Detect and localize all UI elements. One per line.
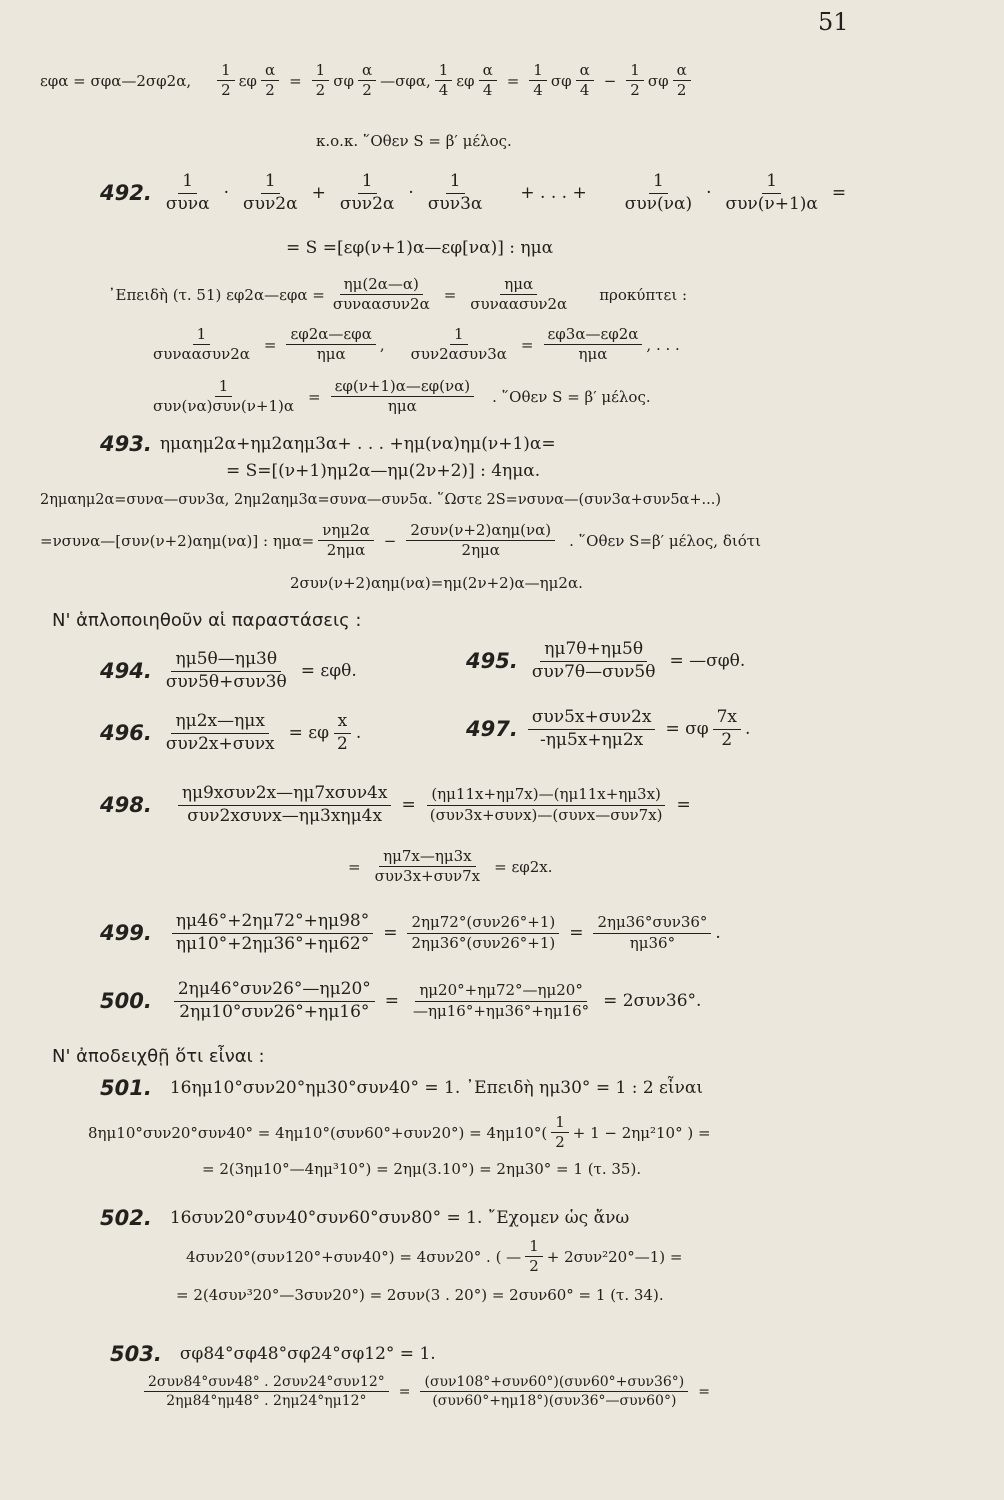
equals: = (831, 183, 847, 204)
equals: = (698, 1383, 711, 1400)
exercise-number: 496. (100, 721, 152, 746)
dot: · (408, 183, 414, 204)
fraction: $\frac{1}{4}$ (529, 62, 547, 100)
fraction: $\frac{\eta\mu 46^\circ+2\eta\mu 72^\circ+\eta\mu 98^\circ}{\eta\mu 10^\circ+2\eta\mu 36^\circ+\eta\mu 62^\circ}$ (172, 912, 373, 954)
fraction: 2ημ46°συν26°—ημ20° 2ημ10°συν26°+ημ16° (174, 980, 375, 1022)
minus: − (603, 71, 617, 90)
fraction: 1 2 (525, 1238, 543, 1276)
exercise-501-line-2 (88, 1114, 711, 1152)
exercise-498-line-1 (100, 784, 697, 826)
text: . (715, 923, 721, 944)
exercise-495 (466, 640, 745, 682)
fraction: 1 συν2ασυν3α (410, 325, 507, 364)
equals: = (263, 335, 277, 354)
fraction: $\frac{\eta\mu 20^\circ+\eta\mu 72^\circ—\eta\mu 20^\circ}{—\eta\mu 16^\circ+\eta\mu 36^\circ+\eta\mu 16^\circ}$ (413, 981, 590, 1020)
text: σφ (550, 71, 572, 90)
fraction: εφ(ν+1)α—εφ(να) ημα (331, 378, 475, 416)
equals: = (401, 795, 416, 816)
exercise-492-line-5 (145, 378, 651, 416)
text: . ῞Οθεν S=β′ μέλος, διότι (569, 531, 761, 550)
fraction: 1 2 (217, 62, 235, 100)
exercise-number: 494. (100, 659, 152, 684)
text: σφ (647, 71, 669, 90)
dot: · (223, 183, 229, 204)
exercise-492-line-3 (108, 276, 687, 314)
equals: = (384, 991, 400, 1012)
exercise-493-line-1 (100, 432, 556, 456)
text: 4συν20°(συν120°+συν40°) = 4συν20° . ( — (186, 1247, 522, 1266)
text: ημαημ2α+ημ2αημ3α+ . . . +ημ(να)ημ(ν+1)α= (159, 434, 556, 454)
text: εφα = σφα—2σφ2α, (40, 71, 192, 90)
equals: = (569, 923, 584, 944)
text: —σφα, (380, 71, 431, 90)
exercise-number: 492. (100, 181, 152, 206)
text: = σφ (665, 719, 709, 740)
equals: = (676, 795, 691, 816)
exercise-number: 495. (466, 649, 518, 674)
exercise-502-line-3: = 2(4συν³20°—3συν20°) = 2συν(3 . 20°) = 2συν60° = 1 (τ. 34). (176, 1286, 664, 1304)
fraction: (συν108°+συν60°)(συν60°+συν36°) (συν60°+ημ18°)(συν36°—συν60°) (420, 1374, 688, 1409)
fraction: $\frac{1}{2}$ (626, 62, 644, 100)
exercise-496 (100, 712, 361, 754)
exercise-number: 502. (100, 1206, 152, 1230)
text: = εφ (288, 723, 329, 744)
fraction: 1 συνα (165, 171, 210, 214)
fraction: 1 συν(να)συν(ν+1)α (153, 377, 294, 416)
exercise-number: 499. (100, 921, 152, 946)
fraction: 1 συν(να) (624, 171, 693, 214)
text: 8ημ10°συν20°συν40° = 4ημ10°(συν60°+συν20°) = 4ημ10°( (88, 1123, 548, 1142)
exercise-492-line-4 (145, 326, 680, 364)
exercise-500 (100, 980, 701, 1022)
text: + 2συν²20°—1) = (546, 1247, 683, 1266)
fraction: 2συν84°συν48° . 2συν24°συν12° 2ημ84°ημ48° . 2ημ24°ημ12° (144, 1374, 389, 1409)
fraction: ημα συναασυν2α (470, 275, 568, 314)
fraction: ημ(2α—α) συναασυν2α (332, 275, 430, 314)
section-heading-simplify: Ν' ἁπλοποιηθοῦν αἱ παραστάσεις : (52, 610, 362, 631)
text: = εφ2x. (494, 857, 553, 876)
plus: + (311, 183, 326, 204)
fraction: ημ5θ—ημ3θ συν5θ+συν3θ (165, 649, 287, 692)
text: = 2συν36°. (603, 991, 702, 1012)
fraction: 1 4 (435, 62, 453, 100)
equals: = (506, 71, 520, 90)
dot: · (706, 183, 712, 204)
fraction: $\frac{\alpha}{4}$ (479, 62, 497, 100)
minus: − (383, 531, 397, 550)
fraction: α 2 (358, 62, 376, 100)
exercise-493-line-4 (40, 522, 761, 560)
exercise-501-line-1 (100, 1076, 703, 1100)
fraction: νημ2α 2ημα (318, 522, 374, 560)
exercise-501-line-3: = 2(3ημ10°—4ημ³10°) = 2ημ(3.10°) = 2ημ30° = 1 (τ. 35). (202, 1160, 642, 1178)
text: = εφθ. (300, 661, 357, 682)
text: + 1 − 2ημ²10° ) = (572, 1123, 711, 1142)
fraction: εφ3α—εφ2α ημα (544, 326, 643, 364)
exercise-492-line-1 (100, 172, 852, 214)
text: =νσυνα—[συν(ν+2)αημ(να)] : ημα= (40, 531, 315, 550)
fraction: συν5x+συν2x -ημ5x+ημ2x (528, 708, 656, 750)
fraction: 2ημ36°συν36° ημ36° (593, 914, 711, 952)
fraction: 7x 2 (713, 708, 741, 750)
exercise-502-line-1 (100, 1206, 629, 1230)
equals: = (307, 387, 321, 406)
fraction: 2συν(ν+2)αημ(να) 2ημα (406, 522, 555, 560)
equals: = (383, 923, 398, 944)
exercise-number: 503. (110, 1342, 162, 1366)
fraction: 1 συν2α (243, 171, 298, 214)
text: . (745, 719, 751, 740)
exercise-498-line-2 (342, 848, 553, 886)
fraction: 1 2 (551, 1114, 569, 1152)
equals: = (520, 335, 534, 354)
exercise-number: 493. (100, 432, 152, 456)
exercise-491-line-2: κ.ο.κ. ῞Οθεν S = β′ μέλος. (316, 132, 512, 150)
exercise-493-line-2: = S=[(ν+1)ημ2α—ημ(2ν+2)] : 4ημα. (226, 461, 541, 481)
section-heading-prove: Ν' ἀποδειχθῇ ὅτι εἶναι : (52, 1046, 265, 1067)
text: σφ (333, 71, 354, 90)
text: . (355, 723, 362, 744)
exercise-493-line-5: 2συν(ν+2)αημ(να)=ημ(2ν+2)α—ημ2α. (290, 574, 583, 592)
fraction: ημ7θ+ημ5θ συν7θ—συν5θ (531, 639, 656, 682)
page-number: 51 (818, 8, 849, 36)
fraction: ημ7x—ημ3x συν3x+συν7x (374, 847, 481, 886)
exercise-493-line-3: 2ημαημ2α=συνα—συν3α, 2ημ2αημ3α=συνα—συν5α. ῞Ωστε 2S=νσυνα—(συν3α+συν5α+...) (40, 492, 721, 508)
plus-ellipsis: + . . . + (520, 183, 587, 204)
exercise-499 (100, 912, 721, 954)
fraction: α 2 (673, 62, 691, 100)
fraction: x 2 (333, 712, 352, 754)
fraction: 1 συν(ν+1)α (725, 171, 818, 214)
exercise-503-line-1 (110, 1342, 436, 1366)
fraction: εφ2α—εφα ημα (286, 326, 375, 364)
equals: = (289, 71, 302, 90)
text: εφ (456, 71, 475, 90)
exercise-503-line-2 (140, 1374, 716, 1409)
text: εφ (238, 71, 257, 90)
fraction: 1 συναασυν2α (153, 325, 250, 364)
fraction: (ημ11x+ημ7x)—(ημ11x+ημ3x) (συν3x+συνx)—(συνx—συν7x) (426, 786, 667, 824)
exercise-number: 500. (100, 989, 152, 1014)
text: ᾿Επειδὴ (τ. 51) εφ2α—εφα = (108, 285, 325, 304)
fraction: 1 συν3α (427, 171, 483, 214)
exercise-number: 501. (100, 1076, 152, 1100)
comma: , (379, 335, 385, 354)
fraction: 1 συν2α (339, 171, 395, 214)
exercise-number: 497. (466, 717, 518, 742)
equals: = (348, 857, 361, 876)
exercise-491-line-1 (40, 62, 695, 100)
exercise-497 (466, 708, 750, 750)
exercise-494 (100, 650, 357, 692)
text: = —σφθ. (669, 651, 746, 672)
fraction: α 4 (576, 62, 594, 100)
text: . ῞Οθεν S = β′ μέλος. (492, 387, 651, 406)
equals: = (443, 285, 457, 304)
fraction: $\frac{1}{2}$ (312, 62, 330, 100)
fraction: ημ2x—ημx συν2x+συνx (165, 711, 275, 754)
ellipsis: , . . . (646, 335, 680, 354)
text: προκύπτει : (599, 285, 688, 304)
fraction: $\frac{\alpha}{2}$ (261, 62, 279, 100)
equals: = (398, 1383, 411, 1400)
text: 16ημ10°συν20°ημ30°συν40° = 1. ᾿Επειδὴ ημ30° = 1 : 2 εἶναι (169, 1078, 703, 1098)
fraction: 2ημ72°(συν26°+1) 2ημ36°(συν26°+1) (407, 914, 559, 952)
fraction: ημ9xσυν2x—ημ7xσυν4x συν2xσυνx—ημ3xημ4x (178, 784, 392, 826)
exercise-502-line-2 (186, 1238, 682, 1276)
exercise-number: 498. (100, 793, 152, 818)
exercise-492-line-2: = S =[εφ(ν+1)α—εφ[να)] : ημα (286, 238, 554, 258)
text: 16συν20°συν40°συν60°συν80° = 1. ῎Εχομεν ὡς ἄνω (169, 1208, 630, 1228)
text: σφ84°σφ48°σφ24°σφ12° = 1. (179, 1344, 436, 1364)
